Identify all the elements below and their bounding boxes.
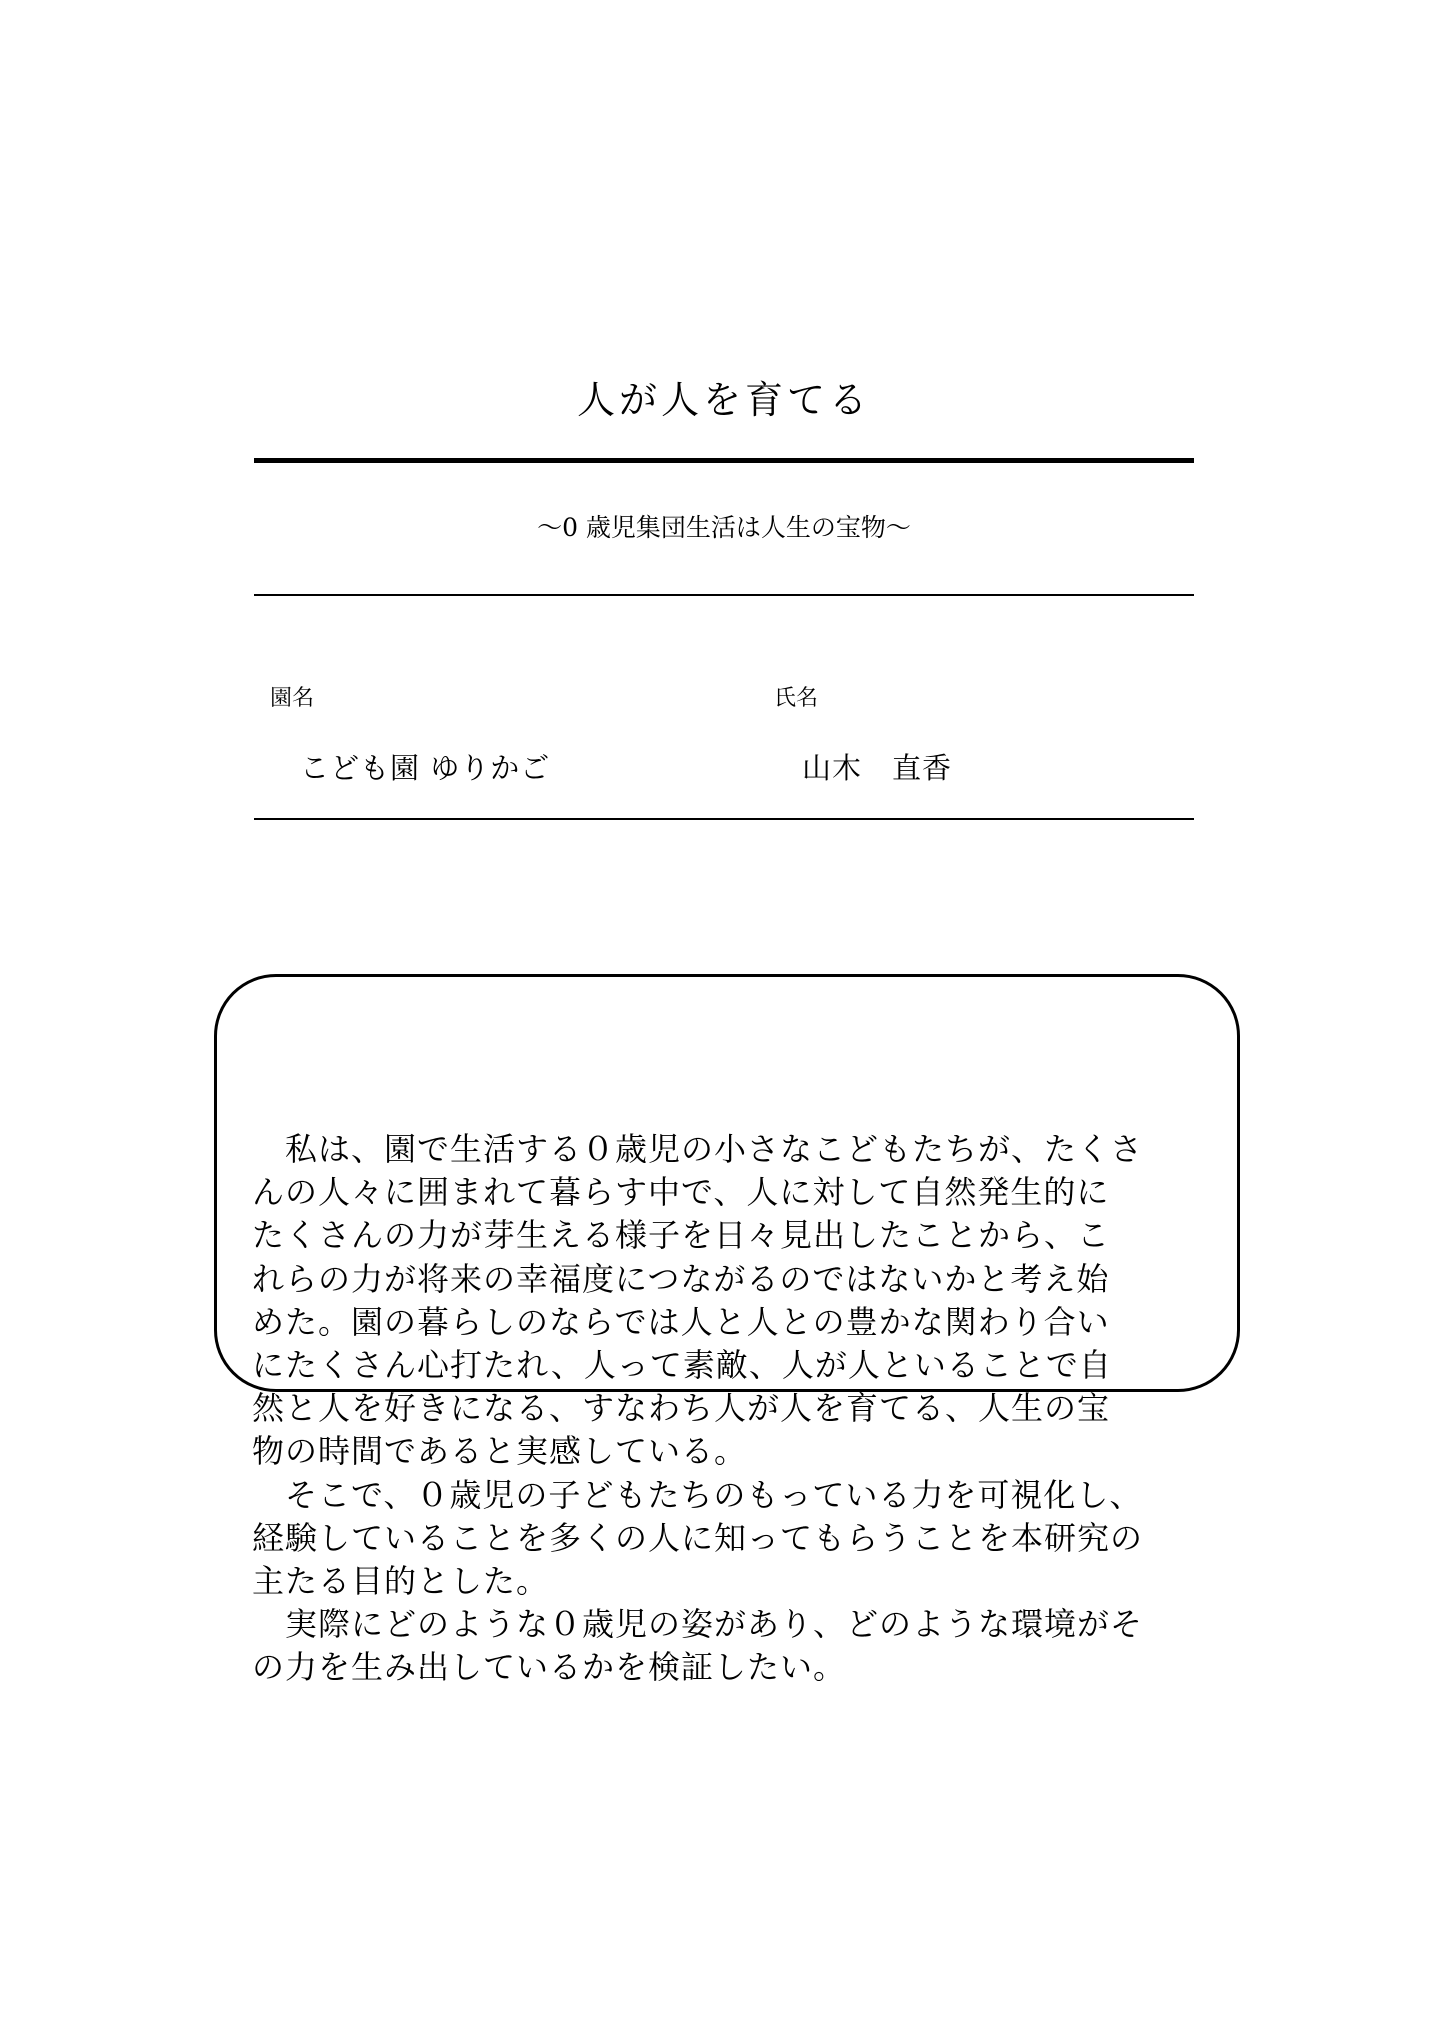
author-label: 氏名 [774, 686, 819, 711]
title-divider [254, 458, 1194, 463]
school-label: 園名 [270, 686, 315, 711]
abstract-line: 私は、園で生活する０歳児の小さなこどもたちが、たくさ [252, 1130, 1144, 1168]
abstract-line: 然と人を好きになる、すなわち人が人を育てる、人生の宝 [252, 1389, 1111, 1428]
info-divider [254, 818, 1194, 820]
author-value: 山木 直香 [802, 751, 953, 785]
abstract-line: めた。園の暮らしのならでは人と人との豊かな関わり合い [252, 1302, 1110, 1341]
abstract-body [252, 1128, 1192, 1690]
school-value: こども園 ゆりかご [300, 751, 551, 785]
abstract-line: 主たる目的とした。 [252, 1562, 550, 1601]
abstract-line: 経験していることを多くの人に知ってもらうことを本研究の [252, 1518, 1144, 1557]
abstract-line: んの人々に囲まれて暮らす中で、人に対して自然発生的に [252, 1173, 1110, 1212]
abstract-line: 実際にどのような０歳児の姿があり、どのような環境がそ [252, 1605, 1144, 1644]
abstract-line: 物の時間であると実感している。 [252, 1432, 748, 1471]
document-title: 人が人を育てる [576, 378, 871, 422]
abstract-line: の力を生み出しているかを検証したい。 [252, 1648, 847, 1687]
abstract-line: たくさんの力が芽生える様子を日々見出したことから、こ [252, 1216, 1111, 1255]
abstract-line: れらの力が将来の幸福度につながるのではないかと考え始 [252, 1259, 1110, 1298]
abstract-line: そこで、０歳児の子どもたちのもっている力を可視化し、 [252, 1475, 1143, 1514]
subtitle-divider [254, 594, 1194, 596]
abstract-line: にたくさん心打たれ、人って素敵、人が人といることで自 [252, 1346, 1112, 1385]
document-subtitle: 〜0 歳児集団生活は人生の宝物〜 [537, 513, 911, 542]
